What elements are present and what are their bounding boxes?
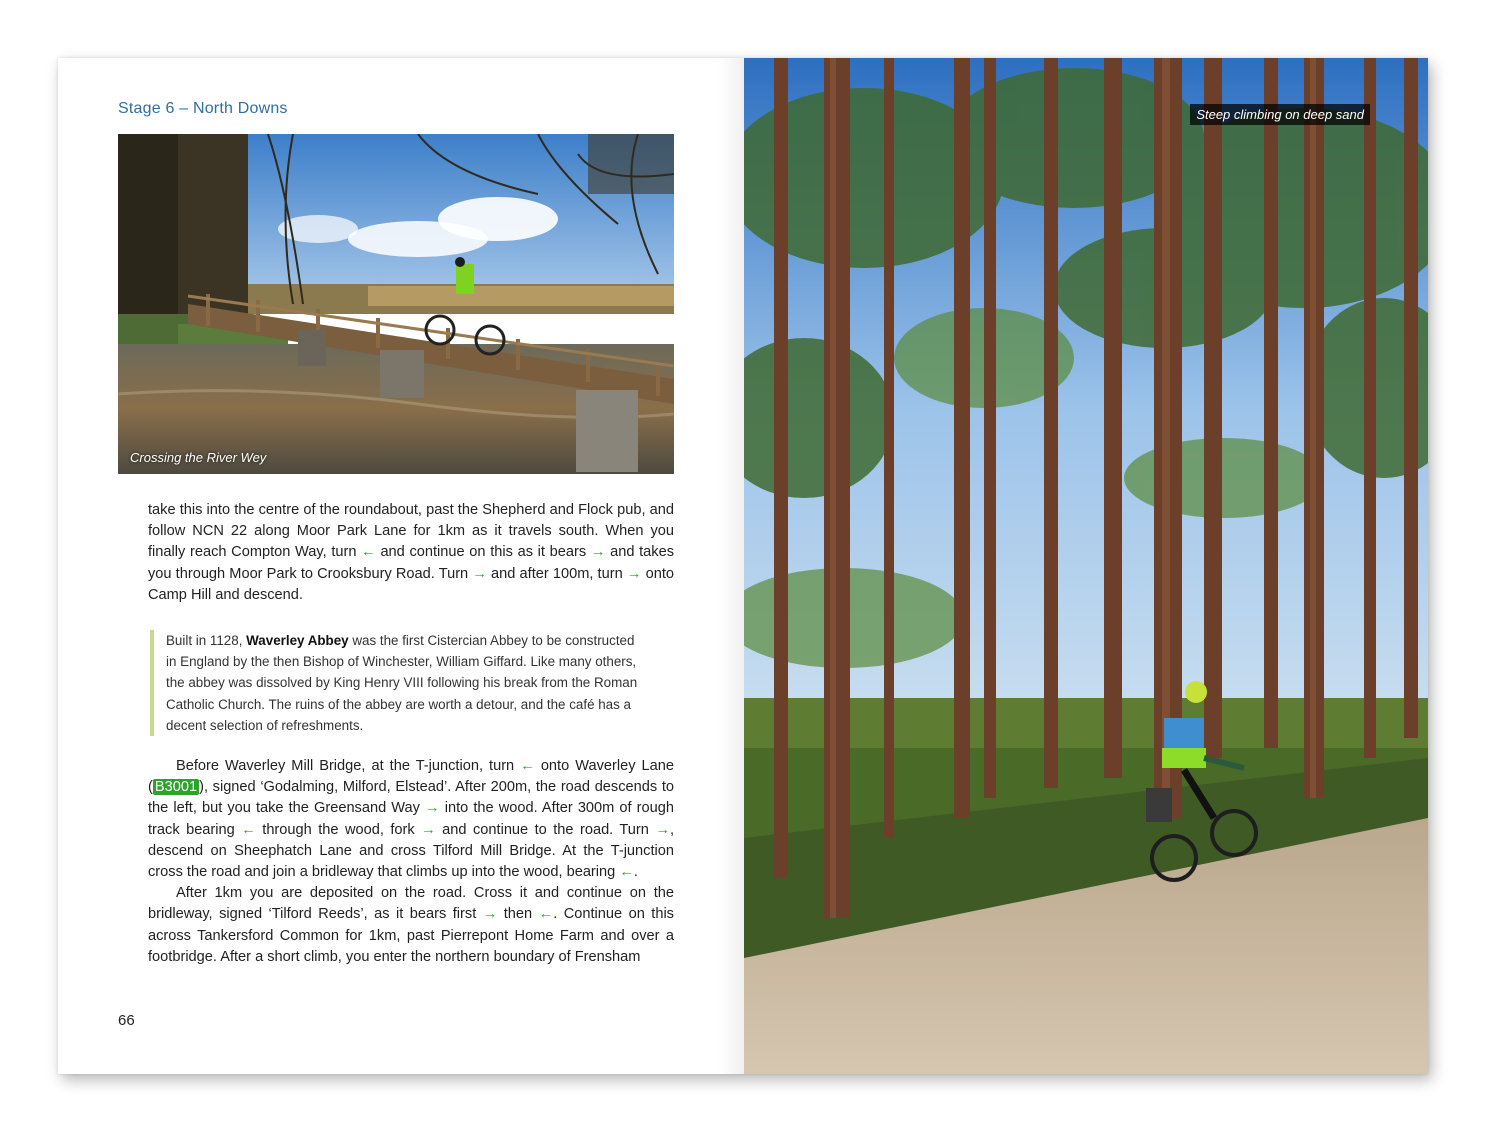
photo-river-crossing: [118, 134, 674, 474]
book-spread: [58, 58, 1428, 1074]
text-run: into the wood. After 300m of rough track bearing: [148, 800, 674, 838]
waverley-abbey-info-box: [150, 630, 644, 736]
text-run: and takes you through Moor Park to Crooksbury Road. Turn: [148, 544, 674, 582]
arrow-left-icon: ←: [241, 821, 256, 838]
page-number: 66: [118, 1012, 135, 1029]
arrow-right-icon: →: [425, 800, 440, 817]
body-paragraph-2: [148, 756, 674, 968]
text-run: ), signed ‘Godalming, Milford, Elstead’. After 200m, the road descends to the left, but you take the Greensand Way: [148, 779, 674, 817]
text-run: onto Camp Hill and descend.: [148, 565, 674, 603]
arrow-left-icon: ←: [619, 864, 634, 881]
text-run: , descend on Sheephatch Lane and cross Tilford Mill Bridge. At the T-junction cross the road and join a bridleway that climbs up into the wood, bearing: [148, 821, 675, 881]
text-run: and continue on this as it bears: [375, 544, 591, 561]
text-run: Before Waverley Mill Bridge, at the T-junction, turn: [176, 758, 521, 774]
text-run: was the first Cistercian Abbey to be constructed in England by the then Bishop of Winchester, William Giffard. Like many others, the abbey was dissolved by King Henry VIII following his break from the Roman Catholic Church. The ruins of the abbey are worth a detour, and the café has a decent selection of refreshments.: [166, 633, 638, 733]
text-run: and after 100m, turn: [486, 565, 627, 582]
text-run: .: [633, 864, 638, 881]
text-run: through the wood, fork: [255, 821, 422, 838]
body-paragraph-1: [148, 500, 674, 606]
arrow-right-icon: →: [472, 565, 487, 582]
right-page-photo: [744, 58, 1428, 1074]
text-run: . Continue on this across Tankersford Common for 1km, past Pierrepont Home Farm and over a footbridge. After a short climb, you enter the northern boundary of Frensham: [148, 906, 674, 965]
text-run: After 1km you are deposited on the road. Cross it and continue on the bridleway, signed ‘Tilford Reeds’, as it bears first: [148, 885, 674, 923]
bold-place-name: Waverley Abbey: [246, 633, 349, 648]
arrow-right-icon: →: [421, 821, 436, 838]
text-run: take this into the centre of the roundabout, past the Shepherd and Flock pub, and follow NCN 22 along Moor Park Lane for 1km as it travels south. When you finally reach Compton Way, turn: [148, 502, 674, 561]
page-gutter-shadow: [718, 58, 744, 1074]
arrow-right-icon: →: [626, 565, 642, 582]
text-run: then: [497, 906, 539, 923]
road-number-badge: B3001: [154, 779, 198, 796]
text-run: Built in 1128,: [166, 633, 247, 648]
arrow-left-icon: ←: [538, 906, 554, 923]
arrow-right-icon: →: [590, 544, 606, 561]
arrow-left-icon: ←: [520, 758, 535, 774]
caption-deep-sand: Steep climbing on deep sand: [1190, 104, 1370, 125]
arrow-right-icon: →: [655, 821, 670, 838]
river-bridge-photo: [118, 134, 674, 474]
caption-river-crossing: Crossing the River Wey: [130, 450, 267, 465]
arrow-right-icon: →: [482, 906, 498, 923]
left-page: [58, 58, 744, 1074]
arrow-left-icon: ←: [361, 544, 376, 561]
text-run: onto Waverley Lane (: [148, 758, 674, 796]
text-run: and continue to the road. Turn: [435, 821, 656, 838]
stage-header: Stage 6 – North Downs: [118, 100, 288, 117]
forest-cyclist-photo: [744, 58, 1428, 1074]
